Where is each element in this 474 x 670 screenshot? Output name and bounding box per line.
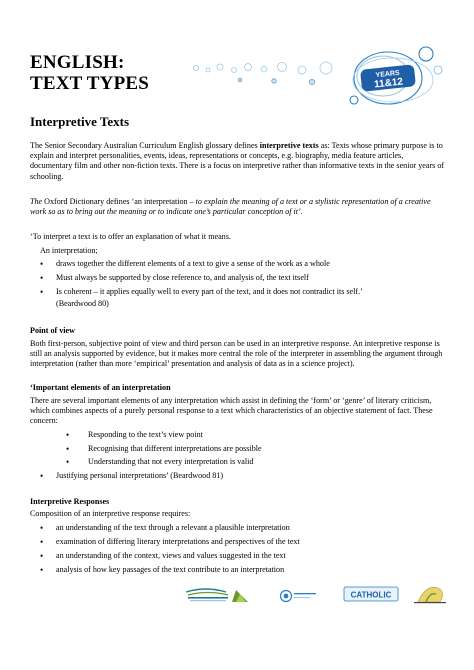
list-item: • an understanding of the text through a relevant a plausible interpretation xyxy=(30,523,446,533)
list-item: • Must always be supported by close reference to, and analysis of, the text itself xyxy=(30,273,446,283)
green-triangle-logo xyxy=(232,590,248,602)
interpretive-responses-block xyxy=(30,509,446,579)
oxford-definition: to explain the meaning of a text or a stylistic representation of a creative work so as to bring out the meaning or to indicate one’s particular conception of it’. xyxy=(30,197,431,217)
list-item: • Justifying personal interpretations’ (Beardwood 81) xyxy=(30,471,446,481)
oxford-paragraph xyxy=(30,197,446,217)
catholic-logo-text: CATHOLIC xyxy=(350,590,392,600)
title-line-2: TEXT TYPES xyxy=(30,73,150,94)
oxford-pre: Oxford Dictionary defines ‘an interpretation – xyxy=(42,197,196,206)
list-item: • Recognising that different interpretations are possible xyxy=(30,444,446,454)
list-item: • Is coherent – it applies equally well to every part of the text, and it does not contradict its self.’ xyxy=(30,287,446,297)
important-elements-list xyxy=(30,430,446,482)
quote-block xyxy=(30,232,446,309)
department-logo xyxy=(186,589,228,601)
list-item: • draws together the different elements of a text to give a sense of the work as a whole xyxy=(30,259,446,269)
important-elements-block xyxy=(30,396,446,485)
quote-bullet-list xyxy=(30,259,446,297)
quote-citation: (Beardwood 80) xyxy=(56,299,109,309)
list-item: • Understanding that not every interpretation is valid xyxy=(30,457,446,467)
point-of-view-paragraph xyxy=(30,339,446,370)
tree-emblem-logo xyxy=(414,587,446,603)
interpretive-responses-list xyxy=(30,523,446,575)
quote-line-1: ‘To interpret a text is to offer an explanation of what it means. xyxy=(30,232,231,241)
intro-pre: The Senior Secondary Australian Curriculum English glossary defines xyxy=(30,141,260,150)
years-ring-graphic xyxy=(178,40,450,112)
point-of-view-body: Both first-person, subjective point of view and third person can be used in an interpretive response. An interpretive response is still an analysis supported by evidence, but it makes more central the role of the interpreter in assembling the argument through interpretation (rather than more ‘empirical’ presentation and analysis of data as in a science project). xyxy=(30,339,443,369)
interpretive-responses-intro: Composition of an interpretive response requires: xyxy=(30,509,191,518)
badge-years-text: YEARS xyxy=(375,69,400,80)
important-elements-body: There are several important elements of any interpretation which assist in defining the ‘form’ or ‘genre’ of literary criticism, which combines aspects of a purely personal response to a text which characteristics of an objective statement of fact. These concern: xyxy=(30,396,433,426)
intro-term: interpretive texts xyxy=(259,141,319,150)
intro-post: as: Texts whose primary purpose is to explain and interpret personalities, events, ideas, representations or concepts, e.g. biography, media feature articles, documentary film and other non-fiction texts. There is a focus on interpretive rather than informative texts in the senior years of schooling. xyxy=(30,141,445,181)
section-title: Interpretive Texts xyxy=(30,114,130,129)
important-elements-heading: ‘Important elements of an interpretation xyxy=(30,383,171,392)
badge-grade-text: 11&12 xyxy=(373,76,404,91)
footer-logos xyxy=(182,582,452,606)
intro-paragraph xyxy=(30,141,446,182)
point-of-view-heading: Point of view xyxy=(30,326,75,335)
oxford-source: The xyxy=(30,197,43,206)
list-item: • examination of differing literary interpretations and perspectives of the text xyxy=(30,537,446,547)
list-item: • Responding to the text’s view point xyxy=(30,430,446,440)
catholic-education-logo xyxy=(344,587,398,601)
list-item: • an understanding of the context, views and values suggested in the text xyxy=(30,551,446,561)
circular-emblem-logo xyxy=(281,591,317,602)
list-item: • analysis of how key passages of the text contribute to an interpretation xyxy=(30,565,446,575)
document-title xyxy=(30,52,149,94)
title-line-1: ENGLISH: xyxy=(30,52,125,73)
interpretive-responses-heading: Interpretive Responses xyxy=(30,497,110,506)
quote-line-2: An interpretation; xyxy=(40,246,98,256)
